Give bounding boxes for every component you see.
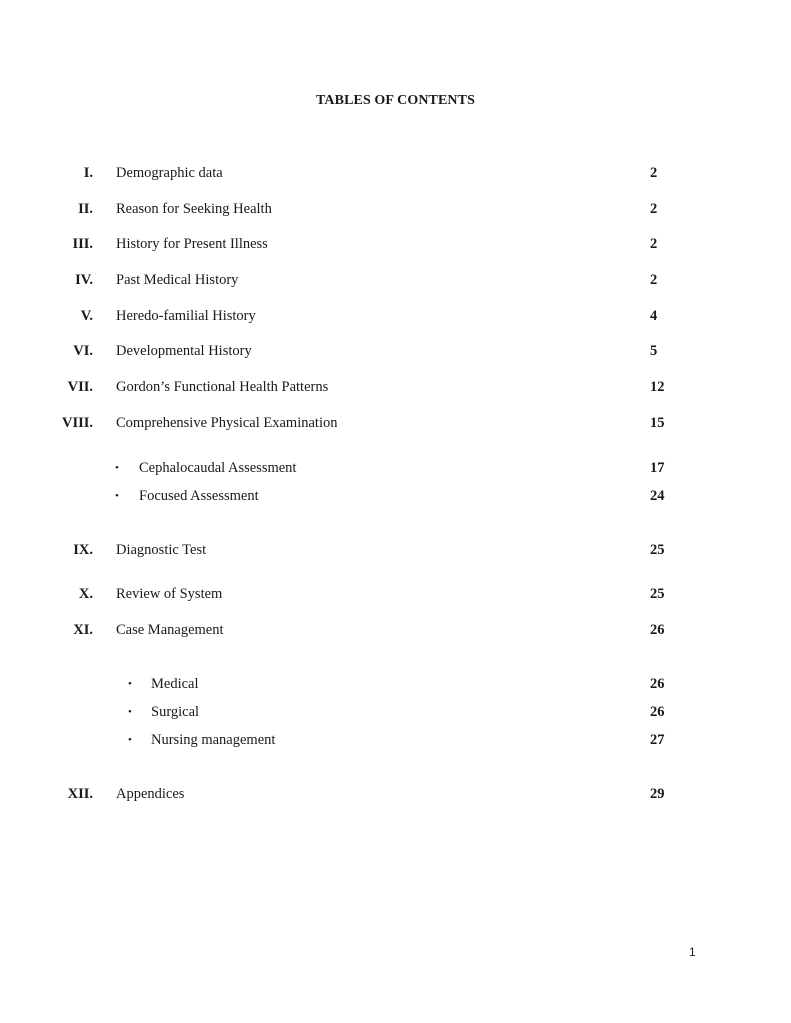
toc-subentry-title: Surgical xyxy=(151,704,200,720)
toc-page-number: 26 xyxy=(650,704,665,720)
toc-page-number: 15 xyxy=(650,415,665,431)
toc-page-number: 2 xyxy=(650,165,658,181)
toc-title: Diagnostic Test xyxy=(116,542,207,558)
toc-entry xyxy=(0,584,791,604)
toc-title: Developmental History xyxy=(116,343,252,359)
toc-page-number: 2 xyxy=(650,272,658,288)
toc-entry xyxy=(0,234,791,254)
toc-entry xyxy=(0,784,791,804)
page-title: TABLES OF CONTENTS xyxy=(316,93,475,108)
toc-page-number: 24 xyxy=(650,488,665,504)
toc-numeral: XII. xyxy=(67,786,93,802)
toc-numeral: I. xyxy=(83,165,93,181)
footer-page-number: 1 xyxy=(689,945,696,959)
toc-entry xyxy=(0,306,791,326)
toc-entry xyxy=(0,163,791,183)
toc-entry xyxy=(0,620,791,640)
toc-subentry xyxy=(0,458,791,478)
toc-page-number: 25 xyxy=(650,586,665,602)
toc-page-number: 4 xyxy=(650,308,658,324)
toc-entry xyxy=(0,270,791,290)
toc-page-number: 2 xyxy=(650,236,658,252)
toc-numeral: II. xyxy=(78,201,93,217)
toc-title: Demographic data xyxy=(116,165,223,181)
toc-subentry-title: Cephalocaudal Assessment xyxy=(139,460,297,476)
toc-entry xyxy=(0,413,791,433)
toc-numeral: VIII. xyxy=(61,415,93,431)
toc-page-number: 17 xyxy=(650,460,665,476)
toc-title: History for Present Illness xyxy=(116,236,268,252)
toc-subentry xyxy=(0,674,791,694)
toc-page-number: 5 xyxy=(650,343,658,359)
bullet-icon: • xyxy=(128,678,132,690)
toc-numeral: IV. xyxy=(75,272,93,288)
bullet-icon: • xyxy=(115,462,119,474)
toc-subentry-title: Nursing management xyxy=(151,732,276,748)
toc-numeral: X. xyxy=(78,586,93,602)
toc-title: Past Medical History xyxy=(116,272,239,288)
toc-numeral: III. xyxy=(72,236,93,252)
toc-numeral: VII. xyxy=(67,379,93,395)
toc-numeral: XI. xyxy=(73,622,93,638)
toc-page-number: 25 xyxy=(650,542,665,558)
toc-numeral: IX. xyxy=(73,542,93,558)
bullet-icon: • xyxy=(115,490,119,502)
bullet-icon: • xyxy=(128,734,132,746)
toc-page-number: 29 xyxy=(650,786,665,802)
toc-title: Reason for Seeking Health xyxy=(116,201,272,217)
toc-numeral: VI. xyxy=(73,343,93,359)
toc-entry xyxy=(0,377,791,397)
toc-subentry xyxy=(0,730,791,750)
toc-entry xyxy=(0,199,791,219)
toc-page-number: 27 xyxy=(650,732,665,748)
toc-entry xyxy=(0,540,791,560)
toc-title: Comprehensive Physical Examination xyxy=(116,415,338,431)
toc-subentry-title: Medical xyxy=(151,676,199,692)
toc-subentry xyxy=(0,486,791,506)
toc-title: Appendices xyxy=(116,786,185,802)
toc-page-number: 12 xyxy=(650,379,665,395)
toc-page-number: 2 xyxy=(650,201,658,217)
toc-entry xyxy=(0,341,791,361)
toc-subentry-title: Focused Assessment xyxy=(139,488,259,504)
toc-page-number: 26 xyxy=(650,622,665,638)
toc-title: Gordon’s Functional Health Patterns xyxy=(116,379,329,395)
toc-title: Review of System xyxy=(116,586,223,602)
toc-title: Heredo-familial History xyxy=(116,308,256,324)
toc-page-number: 26 xyxy=(650,676,665,692)
toc-numeral: V. xyxy=(80,308,93,324)
bullet-icon: • xyxy=(128,706,132,718)
toc-title: Case Management xyxy=(116,622,224,638)
toc-subentry xyxy=(0,702,791,722)
